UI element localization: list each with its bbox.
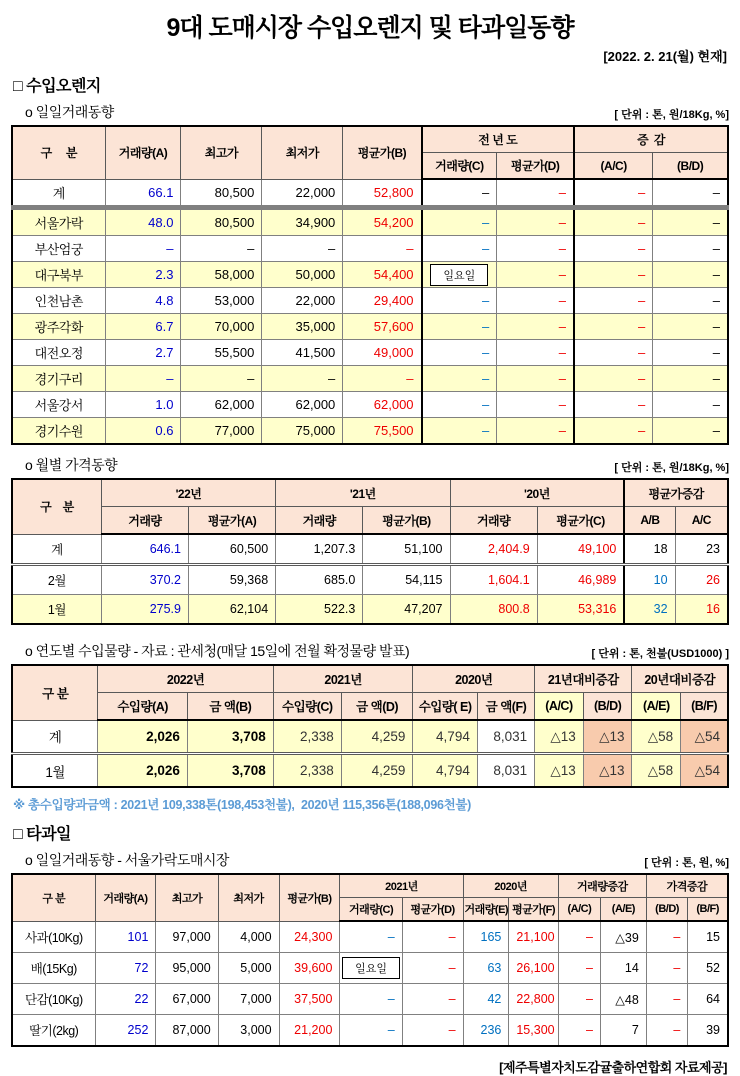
table-cell: 6.7 bbox=[105, 314, 181, 340]
yearly-import-unit: [ 단위 : 톤, 천불(USD1000) ] bbox=[591, 648, 729, 660]
section-heading-imported-orange: □ 수입오렌지 bbox=[13, 78, 101, 95]
table-cell: 70,000 bbox=[181, 314, 262, 340]
col-header-low-price: 최저가 bbox=[262, 126, 343, 179]
col-header-bd: (B/D) bbox=[583, 693, 632, 721]
table-row bbox=[12, 366, 728, 392]
col-header-amount-d: 금 액(D) bbox=[341, 693, 413, 721]
col-header-import-c: 수입량(C) bbox=[273, 693, 341, 721]
table-cell: 3,000 bbox=[218, 1015, 279, 1047]
table-cell: – bbox=[574, 208, 653, 236]
table-cell: – bbox=[422, 418, 497, 445]
table-cell: 37,500 bbox=[279, 984, 340, 1015]
yearly-import-label: o 연도별 수입물량 - 자료 : 관세청(매달 15일에 전월 확정물량 발표) bbox=[25, 643, 410, 659]
table-cell: 42 bbox=[463, 984, 509, 1015]
table-cell: 75,500 bbox=[343, 418, 422, 445]
table-cell: – bbox=[340, 921, 402, 953]
table-cell: – bbox=[497, 392, 574, 418]
table-cell: 275.9 bbox=[101, 595, 188, 625]
table-cell: 21,100 bbox=[509, 921, 558, 953]
table-cell: – bbox=[422, 288, 497, 314]
table-cell: 41,500 bbox=[262, 340, 343, 366]
sunday-note: 일요일 bbox=[430, 264, 488, 286]
table-cell: 1.0 bbox=[105, 392, 181, 418]
col-header-category: 구 분 bbox=[12, 874, 95, 921]
table-cell: – bbox=[574, 179, 653, 208]
table-cell: 계 bbox=[12, 179, 105, 208]
table-cell: 62,000 bbox=[181, 392, 262, 418]
col-header-year-20: '20년 bbox=[450, 479, 624, 507]
table-cell: – bbox=[653, 179, 728, 208]
table-cell: 48.0 bbox=[105, 208, 181, 236]
table-cell: 2,026 bbox=[98, 720, 187, 754]
table-cell: 53,000 bbox=[181, 288, 262, 314]
table-cell: 16 bbox=[675, 595, 728, 625]
table-row bbox=[12, 754, 728, 788]
data-provider-credit: [제주특별자치도감귤출하연합회 자료제공] bbox=[499, 1060, 727, 1075]
table-cell: – bbox=[653, 418, 728, 445]
table-row bbox=[12, 921, 728, 953]
table-cell: – bbox=[340, 1015, 402, 1047]
table-cell: 4,000 bbox=[218, 921, 279, 953]
table-cell: 52 bbox=[688, 953, 728, 984]
page-title: 9대 도매시장 수입오렌지 및 타과일동향 bbox=[166, 14, 574, 42]
table-cell: 2,338 bbox=[273, 720, 341, 754]
table-cell: 24,300 bbox=[279, 921, 340, 953]
table-cell: 계 bbox=[12, 534, 101, 565]
col-header-volume: 거래량 bbox=[450, 507, 537, 535]
col-header-prev-year: 전 년 도 bbox=[422, 126, 574, 153]
table-cell: 97,000 bbox=[156, 921, 218, 953]
table-cell: 0.6 bbox=[105, 418, 181, 445]
table-cell: 62,104 bbox=[188, 595, 275, 625]
table-cell: – bbox=[646, 953, 688, 984]
table-cell: 2,404.9 bbox=[450, 534, 537, 565]
table-cell: 54,200 bbox=[343, 208, 422, 236]
table-cell: 49,100 bbox=[537, 534, 624, 565]
table-cell: – bbox=[497, 340, 574, 366]
table-cell: – bbox=[422, 340, 497, 366]
table-cell: – bbox=[340, 984, 402, 1015]
table-cell: – bbox=[402, 921, 463, 953]
col-header-year-2021: 2021년 bbox=[340, 874, 463, 898]
table-cell: – bbox=[105, 236, 181, 262]
table-cell: – bbox=[646, 1015, 688, 1047]
table-cell: – bbox=[343, 236, 422, 262]
table-cell: 8,031 bbox=[477, 754, 534, 788]
table-cell: 2.7 bbox=[105, 340, 181, 366]
col-header-bd: (B/D) bbox=[653, 153, 728, 180]
table-cell: 165 bbox=[463, 921, 509, 953]
table-cell: △13 bbox=[535, 754, 584, 788]
table-cell: – bbox=[558, 921, 600, 953]
table-cell: 대전오정 bbox=[12, 340, 105, 366]
table-cell: 서울강서 bbox=[12, 392, 105, 418]
table-cell: △13 bbox=[583, 720, 632, 754]
col-header-volume-a: 거래량(A) bbox=[95, 874, 156, 921]
table-cell: 4,794 bbox=[413, 754, 477, 788]
total-import-footnote: ※ 총수입량과금액 : 2021년 109,338톤(198,453천불), 2020년 115,356톤(188,096천불) bbox=[13, 798, 472, 812]
table-row bbox=[12, 953, 728, 984]
table-row bbox=[12, 179, 728, 208]
daily-trade-unit: [ 단위 : 톤, 원/18Kg, %] bbox=[614, 109, 729, 121]
table-cell: – bbox=[262, 236, 343, 262]
table-cell: 23 bbox=[675, 534, 728, 565]
monthly-price-subheader bbox=[11, 455, 729, 475]
table-cell: 2,026 bbox=[98, 754, 187, 788]
table-cell: 47,207 bbox=[363, 595, 450, 625]
table-cell: 2,338 bbox=[273, 754, 341, 788]
table-cell: 4,259 bbox=[341, 754, 413, 788]
table-row bbox=[12, 392, 728, 418]
table-row bbox=[12, 720, 728, 754]
table-cell: – bbox=[181, 366, 262, 392]
daily-trade-label: o 일일거래동향 bbox=[25, 104, 114, 120]
col-header-volume: 거래량 bbox=[276, 507, 363, 535]
table-cell: 22,800 bbox=[509, 984, 558, 1015]
table-cell: 4.8 bbox=[105, 288, 181, 314]
table-cell: 5,000 bbox=[218, 953, 279, 984]
other-fruit-daily-label: o 일일거래동향 - 서울가락도매시장 bbox=[25, 852, 229, 868]
table-cell: 경기구리 bbox=[12, 366, 105, 392]
orange-yearly-import-table bbox=[11, 664, 729, 788]
table-cell: 685.0 bbox=[276, 565, 363, 595]
sunday-note-cell bbox=[340, 953, 402, 984]
table-cell: 2월 bbox=[12, 565, 101, 595]
table-row bbox=[12, 288, 728, 314]
col-header-import-e: 수입량( E) bbox=[413, 693, 477, 721]
table-cell: – bbox=[497, 418, 574, 445]
table-cell: 101 bbox=[95, 921, 156, 953]
table-cell: – bbox=[497, 314, 574, 340]
table-row bbox=[12, 236, 728, 262]
table-cell: 3,708 bbox=[187, 720, 273, 754]
table-cell: 단감(10Kg) bbox=[12, 984, 95, 1015]
table-cell: 부산엄궁 bbox=[12, 236, 105, 262]
table-cell: – bbox=[422, 392, 497, 418]
table-cell: △13 bbox=[583, 754, 632, 788]
col-header-vs-2020: 20년대비증감 bbox=[632, 665, 728, 693]
table-cell: 경기수원 bbox=[12, 418, 105, 445]
table-cell: – bbox=[422, 366, 497, 392]
table-cell: 59,368 bbox=[188, 565, 275, 595]
table-cell: 26,100 bbox=[509, 953, 558, 984]
col-header-avg-change: 평균가증감 bbox=[624, 479, 728, 507]
orange-monthly-price-table bbox=[11, 478, 729, 625]
col-header-avg-b: 평균가(B) bbox=[363, 507, 450, 535]
table-cell: – bbox=[497, 236, 574, 262]
table-cell: 54,115 bbox=[363, 565, 450, 595]
col-header-volume-c: 거래량(C) bbox=[422, 153, 497, 180]
col-header-high-price: 최고가 bbox=[156, 874, 218, 921]
table-cell: – bbox=[402, 953, 463, 984]
table-row bbox=[12, 1015, 728, 1047]
col-header-year-22: '22년 bbox=[101, 479, 275, 507]
table-cell: 54,400 bbox=[343, 262, 422, 288]
col-header-high-price: 최고가 bbox=[181, 126, 262, 179]
table-cell: – bbox=[574, 314, 653, 340]
table-cell: 사과(10Kg) bbox=[12, 921, 95, 953]
col-header-volume: 거래량 bbox=[101, 507, 188, 535]
col-header-category: 구 분 bbox=[12, 126, 105, 179]
table-cell: 배(15Kg) bbox=[12, 953, 95, 984]
table-cell: – bbox=[574, 366, 653, 392]
monthly-price-label: o 월별 가격동향 bbox=[25, 457, 118, 473]
table-cell: 7,000 bbox=[218, 984, 279, 1015]
table-cell: – bbox=[574, 236, 653, 262]
other-fruit-daily-trade-table bbox=[11, 873, 729, 1047]
table-cell: 46,989 bbox=[537, 565, 624, 595]
table-cell: 646.1 bbox=[101, 534, 188, 565]
table-cell: – bbox=[646, 921, 688, 953]
table-cell: – bbox=[181, 236, 262, 262]
col-header-ac: A/C bbox=[675, 507, 728, 535]
table-cell: 서울가락 bbox=[12, 208, 105, 236]
table-cell: 3,708 bbox=[187, 754, 273, 788]
table-cell: 39,600 bbox=[279, 953, 340, 984]
table-cell: 95,000 bbox=[156, 953, 218, 984]
col-header-year-2020: 2020년 bbox=[413, 665, 535, 693]
col-header-ae: (A/E) bbox=[632, 693, 681, 721]
table-cell: – bbox=[574, 418, 653, 445]
sunday-note-cell bbox=[422, 262, 497, 288]
table-cell: – bbox=[402, 1015, 463, 1047]
table-cell: 1월 bbox=[12, 595, 101, 625]
table-cell: 60,500 bbox=[188, 534, 275, 565]
table-cell: – bbox=[574, 340, 653, 366]
section-heading-other-fruit: □ 타과일 bbox=[13, 826, 71, 843]
table-cell: 2.3 bbox=[105, 262, 181, 288]
table-cell: 광주각화 bbox=[12, 314, 105, 340]
table-cell: – bbox=[402, 984, 463, 1015]
table-cell: 57,600 bbox=[343, 314, 422, 340]
date-note: [2022. 2. 21(월) 현재] bbox=[603, 49, 727, 64]
table-cell: – bbox=[558, 953, 600, 984]
table-cell: 1,604.1 bbox=[450, 565, 537, 595]
table-cell: 80,500 bbox=[181, 179, 262, 208]
table-cell: 77,000 bbox=[181, 418, 262, 445]
table-cell: 53,316 bbox=[537, 595, 624, 625]
table-cell: 80,500 bbox=[181, 208, 262, 236]
table-cell: 8,031 bbox=[477, 720, 534, 754]
table-cell: – bbox=[262, 366, 343, 392]
col-header-import-a: 수입량(A) bbox=[98, 693, 187, 721]
table-cell: – bbox=[558, 984, 600, 1015]
table-row bbox=[12, 340, 728, 366]
table-cell: 49,000 bbox=[343, 340, 422, 366]
table-row bbox=[12, 314, 728, 340]
table-cell: 58,000 bbox=[181, 262, 262, 288]
table-cell: 인천남촌 bbox=[12, 288, 105, 314]
table-cell: – bbox=[653, 314, 728, 340]
table-cell: 22 bbox=[95, 984, 156, 1015]
table-cell: 딸기(2kg) bbox=[12, 1015, 95, 1047]
table-cell: △54 bbox=[681, 754, 728, 788]
col-header-avg-b: 평균가(B) bbox=[279, 874, 340, 921]
col-header-avg-f: 평균가(F) bbox=[509, 898, 558, 922]
table-cell: 21,200 bbox=[279, 1015, 340, 1047]
col-header-volume-a: 거래량(A) bbox=[105, 126, 181, 179]
table-cell: 계 bbox=[12, 720, 98, 754]
table-cell: – bbox=[343, 366, 422, 392]
table-cell: – bbox=[653, 262, 728, 288]
col-header-year-2020: 2020년 bbox=[463, 874, 558, 898]
col-header-category: 구 분 bbox=[12, 479, 101, 534]
table-cell: 55,500 bbox=[181, 340, 262, 366]
col-header-volume-change: 거래량증감 bbox=[558, 874, 646, 898]
table-row bbox=[12, 418, 728, 445]
table-cell: △58 bbox=[632, 720, 681, 754]
table-cell: 52,800 bbox=[343, 179, 422, 208]
table-cell: – bbox=[422, 208, 497, 236]
table-cell: 4,259 bbox=[341, 720, 413, 754]
table-cell: 236 bbox=[463, 1015, 509, 1047]
col-header-ac: (A/C) bbox=[558, 898, 600, 922]
table-cell: – bbox=[653, 366, 728, 392]
table-cell: – bbox=[653, 288, 728, 314]
table-cell: △48 bbox=[600, 984, 646, 1015]
table-cell: 26 bbox=[675, 565, 728, 595]
table-cell: 64 bbox=[688, 984, 728, 1015]
table-cell: 4,794 bbox=[413, 720, 477, 754]
table-cell: – bbox=[653, 236, 728, 262]
col-header-year-21: '21년 bbox=[276, 479, 450, 507]
table-cell: 87,000 bbox=[156, 1015, 218, 1047]
col-header-avg-b: 평균가(B) bbox=[343, 126, 422, 179]
table-cell: 1,207.3 bbox=[276, 534, 363, 565]
sunday-note: 일요일 bbox=[342, 957, 400, 979]
col-header-ac: (A/C) bbox=[574, 153, 653, 180]
table-cell: 32 bbox=[624, 595, 675, 625]
table-cell: – bbox=[558, 1015, 600, 1047]
col-header-amount-f: 금 액(F) bbox=[477, 693, 534, 721]
table-cell: – bbox=[646, 984, 688, 1015]
other-fruit-daily-subheader bbox=[11, 850, 729, 870]
table-cell: 370.2 bbox=[101, 565, 188, 595]
yearly-import-subheader bbox=[11, 641, 729, 661]
col-header-amount-b: 금 액(B) bbox=[187, 693, 273, 721]
col-header-bf: (B/F) bbox=[681, 693, 728, 721]
col-header-bf: (B/F) bbox=[688, 898, 728, 922]
col-header-year-2021: 2021년 bbox=[273, 665, 413, 693]
table-cell: 39 bbox=[688, 1015, 728, 1047]
col-header-low-price: 최저가 bbox=[218, 874, 279, 921]
table-cell: – bbox=[497, 179, 574, 208]
monthly-price-unit: [ 단위 : 톤, 원/18Kg, %] bbox=[614, 462, 729, 474]
table-cell: – bbox=[574, 392, 653, 418]
table-cell: – bbox=[422, 314, 497, 340]
table-cell: 15,300 bbox=[509, 1015, 558, 1047]
table-cell: – bbox=[105, 366, 181, 392]
table-cell: 10 bbox=[624, 565, 675, 595]
col-header-category: 구 분 bbox=[12, 665, 98, 720]
table-cell: 22,000 bbox=[262, 288, 343, 314]
table-cell: 800.8 bbox=[450, 595, 537, 625]
table-cell: 62,000 bbox=[343, 392, 422, 418]
table-row bbox=[12, 262, 728, 288]
table-cell: 1월 bbox=[12, 754, 98, 788]
table-cell: – bbox=[422, 179, 497, 208]
table-cell: 14 bbox=[600, 953, 646, 984]
table-cell: – bbox=[497, 262, 574, 288]
table-cell: 62,000 bbox=[262, 392, 343, 418]
table-cell: 522.3 bbox=[276, 595, 363, 625]
table-cell: 7 bbox=[600, 1015, 646, 1047]
daily-trade-subheader bbox=[11, 102, 729, 122]
col-header-avg-d: 평균가(D) bbox=[497, 153, 574, 180]
table-cell: 34,900 bbox=[262, 208, 343, 236]
col-header-year-2022: 2022년 bbox=[98, 665, 273, 693]
table-cell: 51,100 bbox=[363, 534, 450, 565]
table-cell: 66.1 bbox=[105, 179, 181, 208]
table-cell: 63 bbox=[463, 953, 509, 984]
table-cell: 75,000 bbox=[262, 418, 343, 445]
table-row bbox=[12, 565, 728, 595]
table-row bbox=[12, 534, 728, 565]
table-cell: 252 bbox=[95, 1015, 156, 1047]
col-header-vs-2021: 21년대비증감 bbox=[535, 665, 632, 693]
table-row bbox=[12, 595, 728, 625]
col-header-ab: A/B bbox=[624, 507, 675, 535]
table-cell: – bbox=[653, 208, 728, 236]
table-cell: 50,000 bbox=[262, 262, 343, 288]
col-header-change: 증 감 bbox=[574, 126, 728, 153]
orange-daily-trade-table bbox=[11, 125, 729, 445]
table-cell: 18 bbox=[624, 534, 675, 565]
table-cell: – bbox=[422, 236, 497, 262]
col-header-avg-d: 평균가(D) bbox=[402, 898, 463, 922]
col-header-bd: (B/D) bbox=[646, 898, 688, 922]
table-cell: 67,000 bbox=[156, 984, 218, 1015]
table-row bbox=[12, 208, 728, 236]
table-cell: – bbox=[497, 288, 574, 314]
table-row bbox=[12, 984, 728, 1015]
other-fruit-daily-unit: [ 단위 : 톤, 원, %] bbox=[644, 857, 729, 869]
table-cell: – bbox=[497, 208, 574, 236]
table-cell: 29,400 bbox=[343, 288, 422, 314]
table-cell: – bbox=[497, 366, 574, 392]
table-cell: 15 bbox=[688, 921, 728, 953]
table-cell: 35,000 bbox=[262, 314, 343, 340]
col-header-ac: (A/C) bbox=[535, 693, 584, 721]
table-cell: – bbox=[574, 262, 653, 288]
table-cell: △13 bbox=[535, 720, 584, 754]
col-header-avg-c: 평균가(C) bbox=[537, 507, 624, 535]
table-cell: 22,000 bbox=[262, 179, 343, 208]
table-cell: △39 bbox=[600, 921, 646, 953]
table-cell: △54 bbox=[681, 720, 728, 754]
table-cell: – bbox=[653, 340, 728, 366]
table-cell: 72 bbox=[95, 953, 156, 984]
table-cell: △58 bbox=[632, 754, 681, 788]
table-cell: 대구북부 bbox=[12, 262, 105, 288]
col-header-volume-c: 거래량(C) bbox=[340, 898, 402, 922]
col-header-avg-a: 평균가(A) bbox=[188, 507, 275, 535]
col-header-price-change: 가격증감 bbox=[646, 874, 728, 898]
table-cell: – bbox=[653, 392, 728, 418]
col-header-ae: (A/E) bbox=[600, 898, 646, 922]
table-cell: – bbox=[574, 288, 653, 314]
col-header-volume-e: 거래량(E) bbox=[463, 898, 509, 922]
